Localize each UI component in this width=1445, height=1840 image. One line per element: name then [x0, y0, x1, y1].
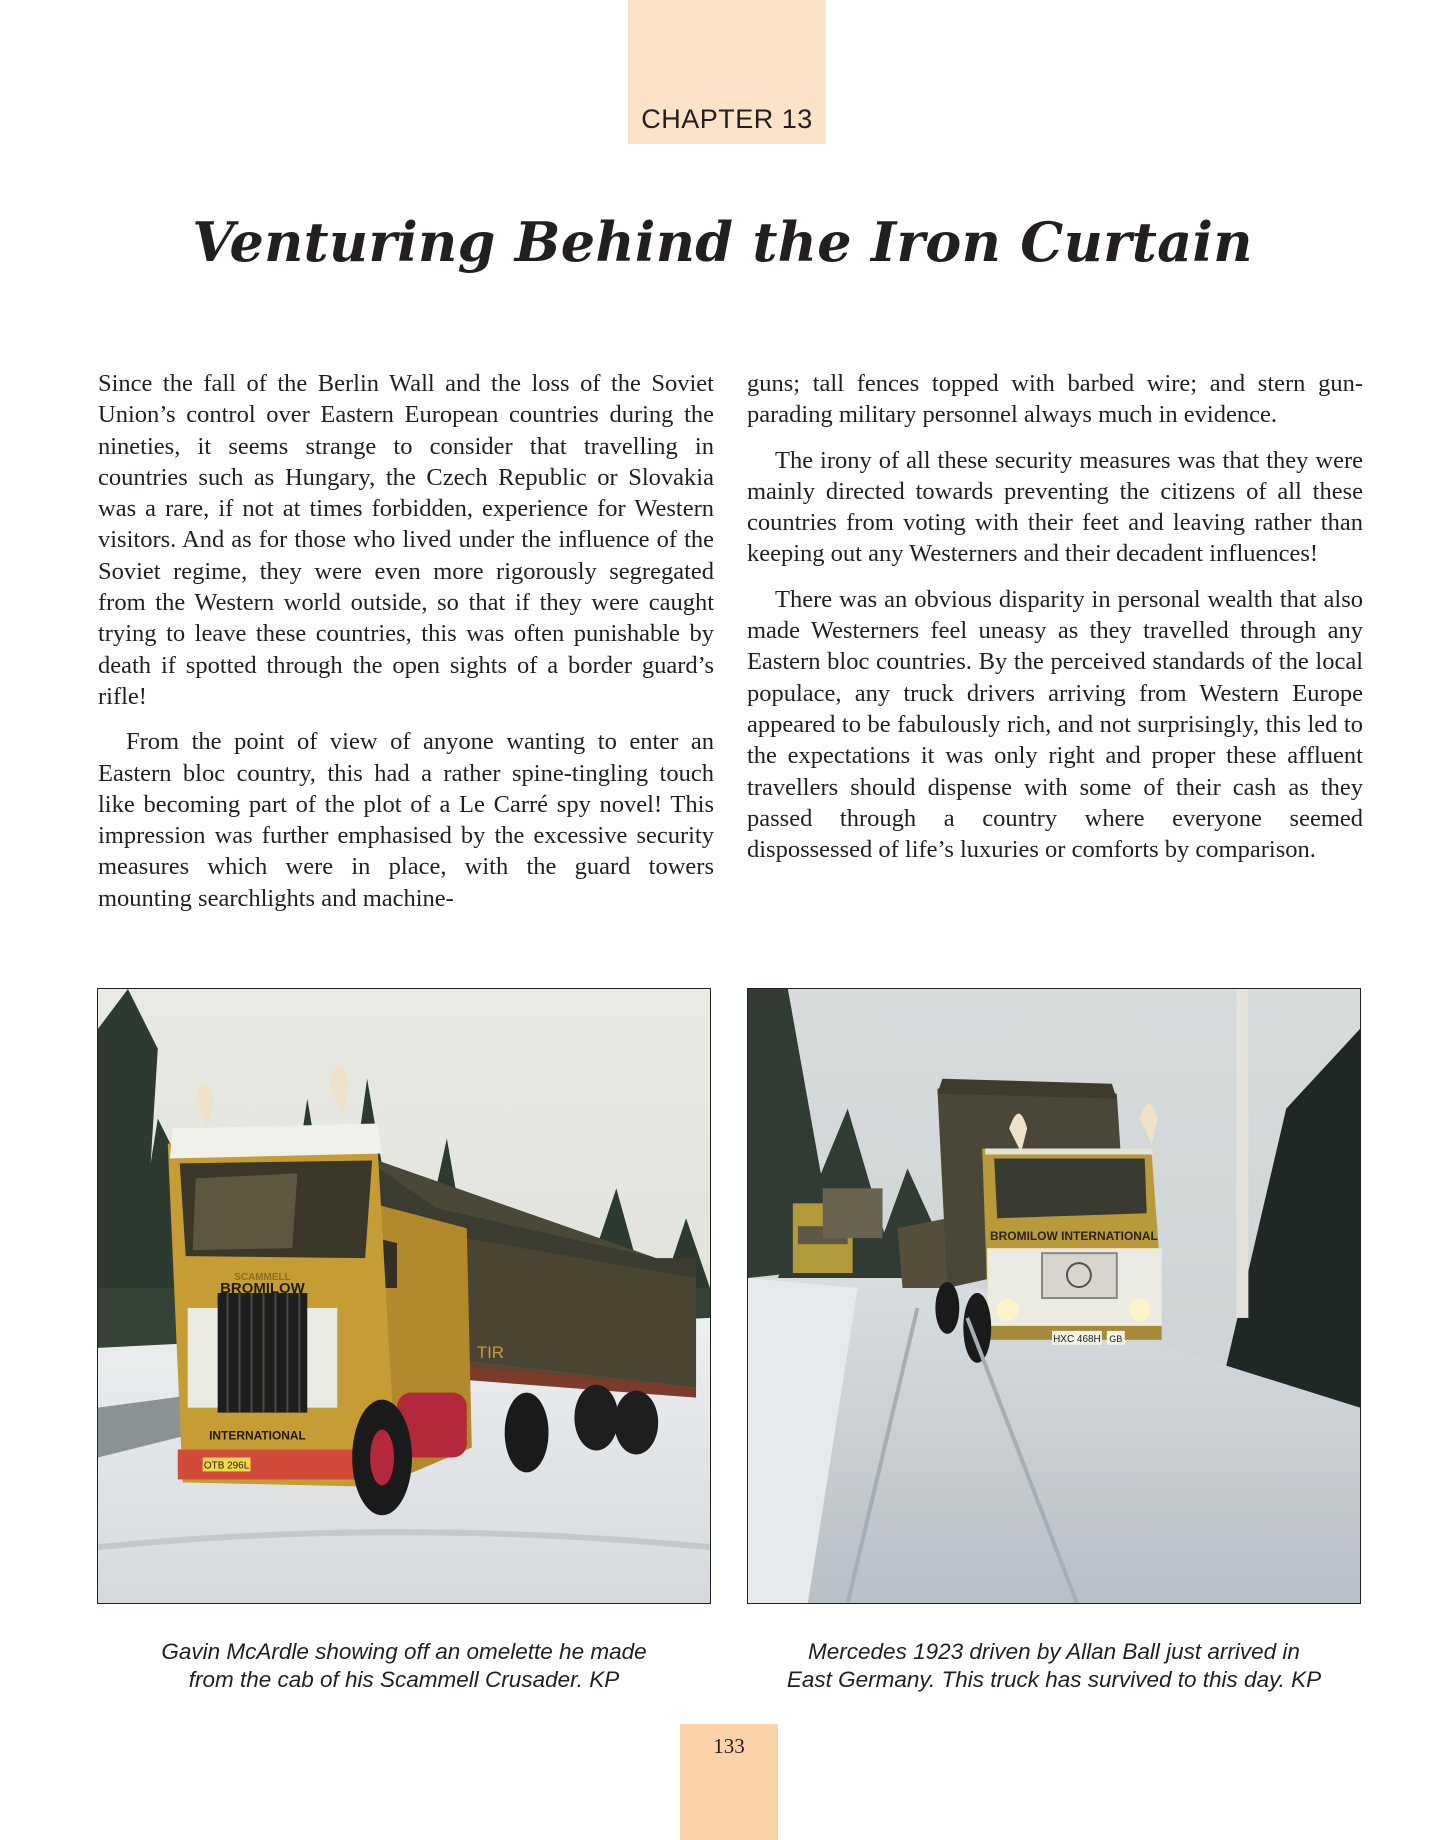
- page-number: 133: [713, 1734, 745, 1758]
- caption-right: [747, 1638, 1361, 1694]
- caption-left: [97, 1638, 711, 1694]
- cab-brand-text: SCAMMELL: [234, 1272, 291, 1284]
- bumper-text: INTERNATIONAL: [209, 1428, 306, 1443]
- folio-tab: [680, 1724, 778, 1840]
- grille-brand-text: BROMILOW: [220, 1280, 305, 1298]
- paragraph: The irony of all these security measures was that they were mainly directed towards preventing the citizens of all these countries from voting with their feet and leaving rather than keeping out any Westerners and their decadent influences!: [747, 446, 1363, 568]
- tir-text: TIR: [476, 1342, 505, 1362]
- caption-line: Gavin McArdle showing off an omelette he made: [161, 1639, 647, 1664]
- chapter-tab: [628, 0, 826, 144]
- country-badge: GB: [1109, 1333, 1123, 1344]
- photo-mercedes-trucks: [747, 988, 1361, 1604]
- body-column-left: [98, 368, 714, 928]
- paragraph: There was an obvious disparity in personal wealth that also made Westerners feel uneasy as they travelled through any Eastern bloc countries. By the perceived standards of the local populace, any truck drivers arriving from Western Europe appeared to be fabulously rich, and not surprisingly, this led to the expectations it was only right and proper these affluent travellers should dispense with some of their cash as they passed through a country where everyone seemed dispossessed of life’s luxuries or comforts by comparison.: [747, 585, 1363, 864]
- photo-scammell-crusader: [97, 988, 711, 1604]
- caption-line: from the cab of his Scammell Crusader. KP: [188, 1667, 620, 1692]
- paragraph: From the point of view of anyone wanting to enter an Eastern bloc country, this had a rather spine-tingling touch like becoming part of the plot of a Le Carré spy novel! This impression was further emphasised by the excessive security measures which were in place, with the guard towers mounting searchlights and machine-: [98, 728, 714, 912]
- caption-line: East Germany. This truck has survived to this day. KP: [786, 1667, 1322, 1692]
- chapter-label: CHAPTER 13: [641, 104, 813, 134]
- body-column-right: [747, 368, 1363, 879]
- cab-front-text: BROMILOW INTERNATIONAL: [990, 1229, 1158, 1244]
- license-plate: OTB 296L: [203, 1460, 250, 1472]
- paragraph: Since the fall of the Berlin Wall and the loss of the Soviet Union’s control over Eastern European countries during the nineties, it seems strange to consider that travelling in countries such as Hungary, the Czech Republic or Slovakia was a rare, if not at times forbidden, experience for Western visitors. And as for those who lived under the influence of the Soviet regime, they were even more rigorously segregated from the Western world outside, so that if they were caught trying to leave these countries, this was often punishable by death if spotted through the open sights of a border guard’s rifle!: [98, 370, 714, 710]
- license-plate: HXC 468H: [1053, 1333, 1101, 1345]
- paragraph: guns; tall fences topped with barbed wire; and stern gun-parading military personnel always much in evidence.: [747, 370, 1363, 429]
- caption-line: Mercedes 1923 driven by Allan Ball just arrived in: [808, 1639, 1300, 1664]
- chapter-title: Venturing Behind the Iron Curtain: [192, 210, 1253, 274]
